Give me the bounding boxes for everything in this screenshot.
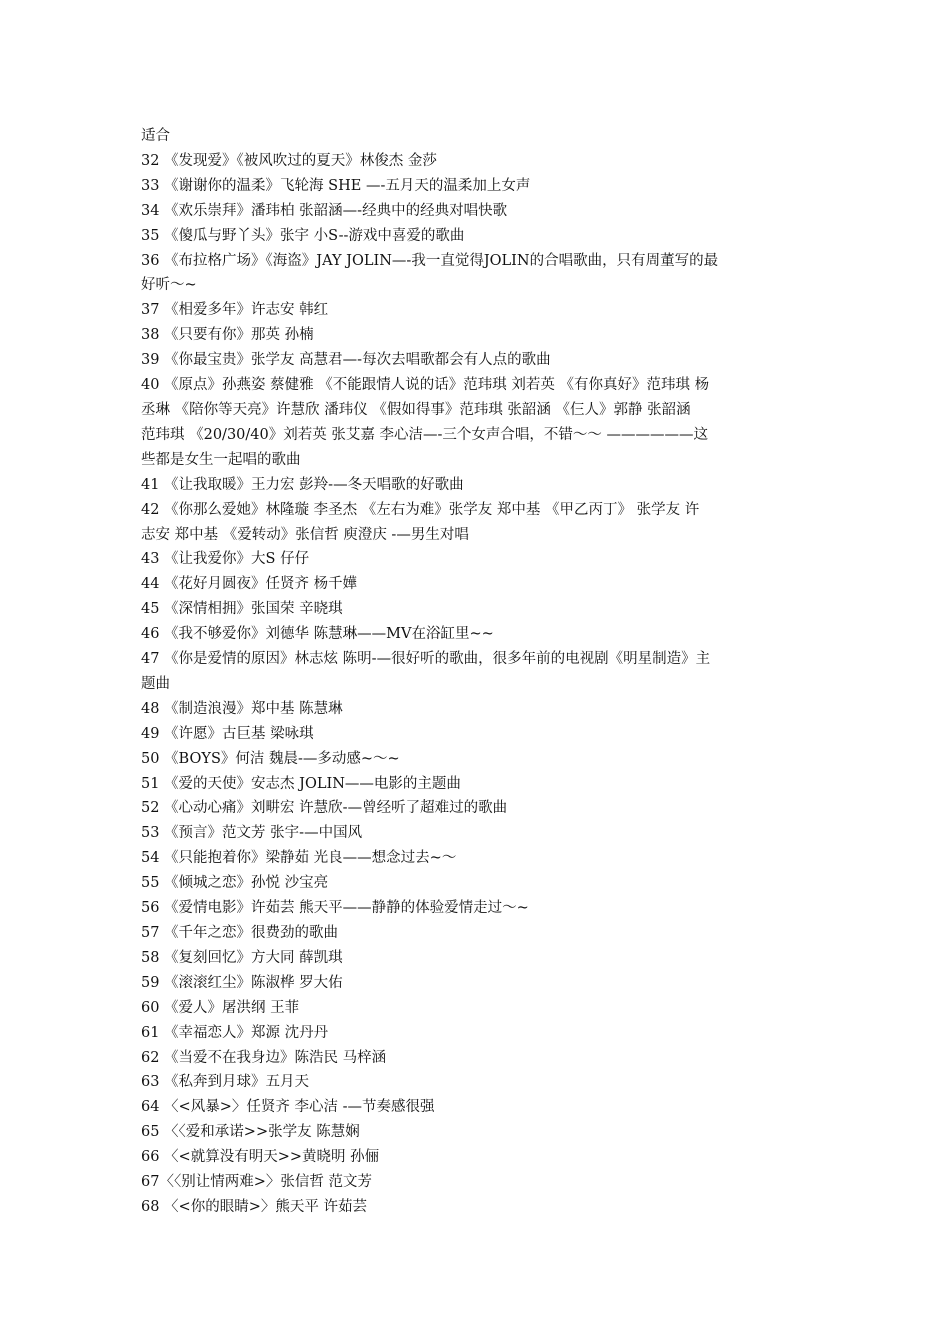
text-line: 38 《只要有你》那英 孙楠 <box>141 327 314 344</box>
text-line: 49 《许愿》古巨基 梁咏琪 <box>141 725 314 742</box>
text-line: 58 《复刻回忆》方大同 薛凯琪 <box>141 949 343 966</box>
text-line: 志安 郑中基 《爱转动》张信哲 庾澄庆 -—男生对唱 <box>141 526 469 543</box>
text-line: 54 《只能抱着你》梁静茹 光良——想念过去~～ <box>141 850 457 867</box>
text-line: 64 〈<风暴>〉任贤齐 李心洁 -—节奏感很强 <box>141 1099 435 1116</box>
text-line: 些都是女生一起唱的歌曲 <box>141 451 301 468</box>
text-line: 66 〈<就算没有明天>>黄晓明 孙俪 <box>141 1149 380 1166</box>
text-line: 51 《爱的天使》安志杰 JOLIN——电影的主题曲 <box>141 775 461 792</box>
text-line: 丞琳 《陪你等天亮》许慧欣 潘玮仪 《假如得事》范玮琪 张韶涵 《仨人》郭静 张韶涵 <box>141 401 691 418</box>
text-line: 34 《欢乐崇拜》潘玮柏 张韶涵—-经典中的经典对唱快歌 <box>141 202 508 219</box>
text-line: 33 《谢谢你的温柔》飞轮海 SHE —-五月天的温柔加上女声 <box>141 177 531 194</box>
text-line: 45 《深情相拥》张国荣 辛晓琪 <box>141 601 343 618</box>
text-line: 36 《布拉格广场》《海盗》JAY JOLIN—-我一直觉得JOLIN的合唱歌曲，只有周董写的最 <box>141 252 719 269</box>
text-line: 57 《千年之恋》很费劲的歌曲 <box>141 925 339 941</box>
text-line: 52 《心动心痛》刘畊宏 许慧欣-—曾经听了超难过的歌曲 <box>141 800 508 817</box>
document-page <box>141 124 813 1220</box>
text-line: 55 《倾城之恋》孙悦 沙宝亮 <box>141 875 329 892</box>
text-line: 43 《让我爱你》大S 仔仔 <box>141 551 310 568</box>
text-line: 适合 <box>141 128 170 144</box>
text-line: 48 《制造浪漫》郑中基 陈慧琳 <box>141 700 343 717</box>
text-line: 67〈〈别让情两难>〉张信哲 范文芳 <box>141 1174 372 1191</box>
text-line: 47 《你是爱情的原因》林志炫 陈明-—很好听的歌曲，很多年前的电视剧《明星制造》主 <box>141 651 711 668</box>
text-line: 68 〈<你的眼睛>〉熊天平 许茹芸 <box>141 1198 367 1215</box>
text-line: 好听～~ <box>141 277 197 294</box>
text-line: 50 《BOYS》何洁 魏晨-—多动感~～~ <box>141 750 400 767</box>
text-line: 范玮琪 《20/30/40》刘若英 张艾嘉 李心洁—-三个女声合唱，不错～～ ——————这 <box>141 426 708 443</box>
text-line: 56 《爱情电影》许茹芸 熊天平——静静的体验爱情走过～~ <box>141 900 529 917</box>
text-line: 60 《爱人》屠洪纲 王菲 <box>141 999 300 1016</box>
text-line: 62 《当爱不在我身边》陈浩民 马梓涵 <box>141 1049 387 1066</box>
text-line: 65 〈〈爱和承诺>>张学友 陈慧娴 <box>141 1124 360 1141</box>
text-line: 37 《相爱多年》许志安 韩红 <box>141 302 329 319</box>
text-line: 53 《预言》范文芳 张宇-—中国风 <box>141 825 363 842</box>
text-line: 61 《幸福恋人》郑源 沈丹丹 <box>141 1024 329 1041</box>
text-line: 39 《你最宝贵》张学友 高慧君—-每次去唱歌都会有人点的歌曲 <box>141 352 551 369</box>
text-line: 63 《私奔到月球》五月天 <box>141 1074 310 1091</box>
text-line: 44 《花好月圆夜》任贤齐 杨千嬅 <box>141 576 358 593</box>
text-line: 题曲 <box>141 675 170 692</box>
text-line: 46 《我不够爱你》刘德华 陈慧琳——MV在浴缸里~~ <box>141 626 494 643</box>
text-line: 41 《让我取暖》王力宏 彭羚-—冬天唱歌的好歌曲 <box>141 476 464 493</box>
text-line: 40 《原点》孙燕姿 蔡健雅 《不能跟情人说的话》范玮琪 刘若英 《有你真好》范玮琪 杨 <box>141 377 710 394</box>
text-line: 42 《你那么爱她》林隆璇 李圣杰 《左右为难》张学友 郑中基 《甲乙丙丁》 张学友 许 <box>141 501 700 518</box>
text-line: 59 《滚滚红尘》陈淑桦 罗大佑 <box>141 974 343 991</box>
text-line: 32 《发现爱》《被风吹过的夏天》林俊杰 金莎 <box>141 152 437 169</box>
text-line: 35 《傻瓜与野丫头》张宇 小S--游戏中喜爱的歌曲 <box>141 227 465 244</box>
